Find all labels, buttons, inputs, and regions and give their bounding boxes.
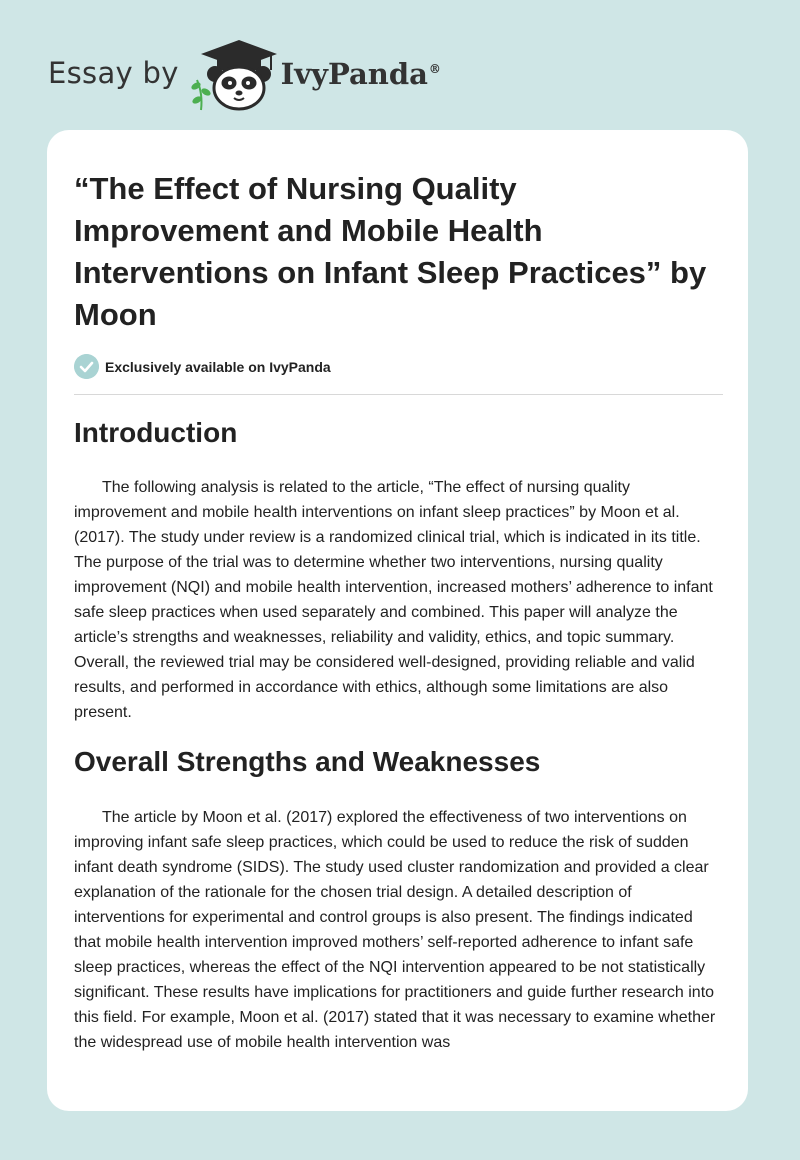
essay-by-label: Essay by — [48, 56, 179, 90]
brand-name[interactable]: IvyPanda® — [280, 57, 441, 91]
section-body-strengths-weaknesses: The article by Moon et al. (2017) explored the effectiveness of two interventions on improving infant safe sleep practices, which could be used to reduce the risk of sudden infant death syndrome (SIDS). The study used cluster randomization and provided a clear explanation of the rationale for the chosen trial design. A detailed description of interventions for experimental and control groups is also present. The findings indicated that mobile health intervention improved mothers’ self-reported adherence to infant safe sleep practices, whereas the effect of the NQI intervention appeared to be not statistically significant. These results have implications for practitioners and guide further research into this field. For example, Moon et al. (2017) stated that it was necessary to examine whether the widespread use of mobile health intervention was — [74, 809, 716, 1051]
section-heading-strengths-weaknesses: Overall Strengths and Weaknesses — [74, 746, 541, 777]
title-divider — [74, 394, 723, 395]
checkmark-icon — [74, 354, 99, 379]
essay-card — [47, 130, 748, 1111]
site-header — [48, 36, 441, 112]
essay-title: “The Effect of Nursing Quality Improvement and Mobile Health Interventions on Infant Sleep Practices” by Moon — [74, 171, 707, 332]
exclusive-badge — [74, 354, 721, 379]
section-heading-introduction: Introduction — [74, 417, 238, 448]
registered-mark: ® — [428, 62, 441, 77]
section-body-introduction: The following analysis is related to the article, “The effect of nursing quality improvement and mobile health interventions on infant sleep practices” by Moon et al. (2017). The study under review is a randomized clinical trial, which is indicated in its title. The purpose of the trial was to determine whether two interventions, nursing quality improvement (NQI) and mobile health intervention, increased mothers’ adherence to infant safe sleep practices when used separately and combined. This paper will analyze the article’s strengths and weaknesses, reliability and validity, ethics, and topic summary. Overall, the reviewed trial may be considered well-designed, providing reliable and valid results, and performed in accordance with ethics, although some limitations are also present. — [74, 479, 713, 721]
exclusive-label: Exclusively available on IvyPanda — [105, 358, 331, 375]
panda-logo-icon[interactable] — [191, 36, 277, 112]
